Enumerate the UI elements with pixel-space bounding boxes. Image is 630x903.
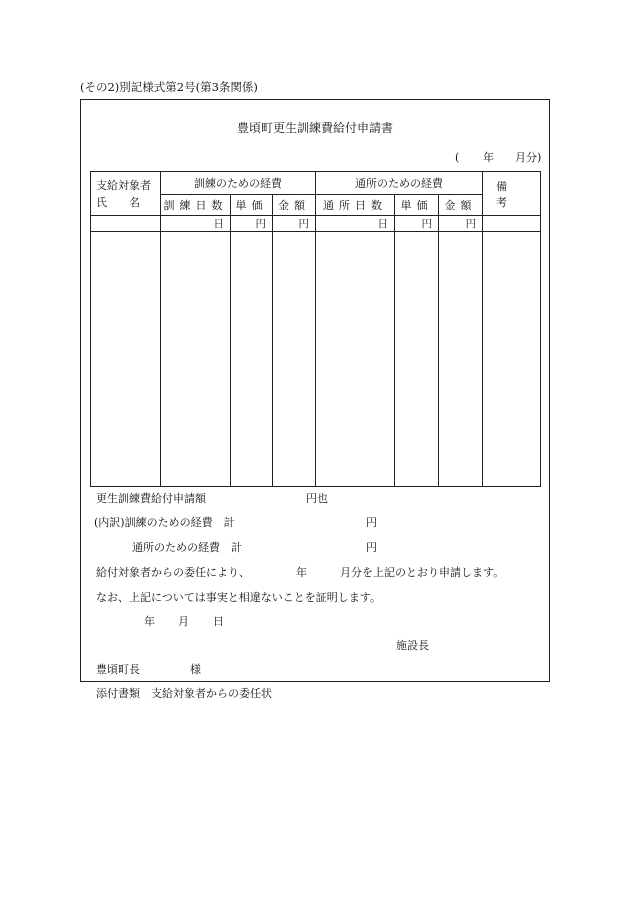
date-day-label: 日 — [213, 615, 224, 628]
delegation-statement-start: 給付対象者からの委任により、 — [96, 566, 250, 579]
addressee-label: 豊頃町長 — [96, 663, 140, 676]
training-expense-total-label: (内訳)訓練のための経費 計 — [94, 516, 235, 529]
training-amount-entry[interactable] — [273, 232, 316, 487]
commute-days-entry[interactable] — [316, 232, 395, 487]
addressee-honorific: 様 — [190, 663, 201, 676]
recipient-name-cell[interactable] — [91, 216, 161, 232]
commute-days-header: 通所日数 — [316, 195, 395, 216]
commute-amount-header: 金額 — [439, 195, 483, 216]
commute-amount-entry[interactable] — [439, 232, 483, 487]
recipient-name-entry[interactable] — [91, 232, 161, 487]
commute-unit-price-entry[interactable] — [395, 232, 439, 487]
form-number-note: (その2)別記様式第2号(第3条関係) — [80, 80, 258, 94]
training-unit-price-header: 単価 — [231, 195, 273, 216]
training-days-header: 訓練日数 — [161, 195, 231, 216]
remarks-header: 備 考 — [483, 172, 541, 216]
commute-unit-price-header: 単価 — [395, 195, 439, 216]
delegation-statement-end: 月分を上記のとおり申請します。 — [340, 566, 505, 579]
date-month-label: 月 — [178, 615, 189, 628]
training-expense-total-unit: 円 — [366, 516, 377, 529]
date-year-label: 年 — [144, 615, 155, 628]
attachment-note: 添付書類 支給対象者からの委任状 — [96, 687, 272, 700]
application-amount-unit: 円也 — [306, 492, 328, 505]
period-month-label: 月分) — [515, 151, 542, 164]
facility-head-label: 施設長 — [396, 639, 429, 652]
recipient-name-header: 支給対象者 氏 名 — [91, 172, 161, 216]
application-amount-label: 更生訓練費給付申請額 — [96, 492, 206, 505]
form-title: 豊頃町更生訓練費給付申請書 — [236, 121, 393, 135]
period-line — [455, 152, 545, 164]
period-open-paren: ( — [455, 151, 460, 164]
commute-expense-header: 通所のための経費 — [316, 172, 483, 195]
certification-statement: なお、上記については事実と相違ないことを証明します。 — [96, 591, 381, 604]
commute-expense-total-unit: 円 — [366, 541, 377, 554]
period-year-label: 年 — [483, 151, 494, 164]
training-unit-price-unit: 円 — [231, 216, 273, 232]
training-unit-price-entry[interactable] — [231, 232, 273, 487]
commute-amount-unit: 円 — [439, 216, 483, 232]
commute-expense-total-label: 通所のための経費 計 — [132, 541, 242, 554]
commute-unit-price-unit: 円 — [395, 216, 439, 232]
training-amount-unit: 円 — [273, 216, 316, 232]
training-expense-header: 訓練のための経費 — [161, 172, 316, 195]
training-amount-header: 金額 — [273, 195, 316, 216]
delegation-year-label: 年 — [296, 566, 307, 579]
remarks-cell[interactable] — [483, 216, 541, 232]
commute-days-unit: 日 — [316, 216, 395, 232]
training-days-unit: 日 — [161, 216, 231, 232]
training-days-entry[interactable] — [161, 232, 231, 487]
remarks-entry[interactable] — [483, 232, 541, 487]
expense-table — [90, 171, 559, 487]
